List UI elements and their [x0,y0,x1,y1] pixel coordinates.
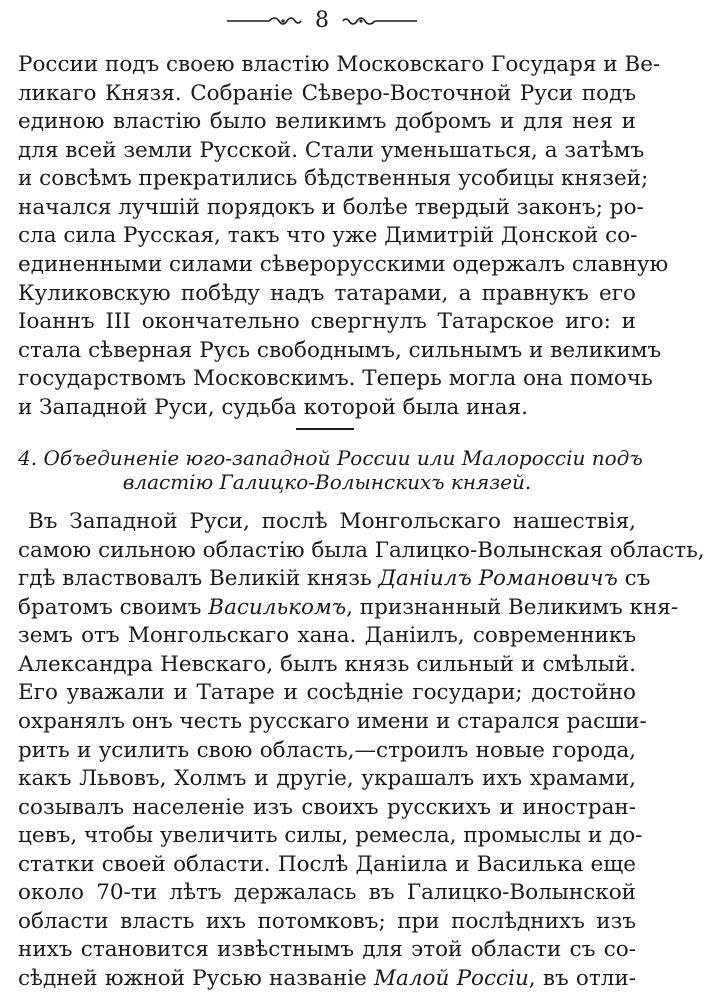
text-line: Его уважали и Татаре и сосѣдніе государи; достойно [18,680,636,706]
text-line: государствомъ Московскимъ. Теперь могла она помочь [18,366,653,392]
page-number: 8 [315,8,329,33]
text-line: Александра Невскаго, былъ князь сильный и смѣлый. [18,651,636,677]
text-line: начался лучшій порядокъ и болѣе твердый законъ; ро- [18,194,644,220]
text-line: рить и усилить свою область,—строилъ новые города, [18,737,636,763]
name-daniil: Даніилъ Романовичъ [378,566,618,592]
text-line: ликаго Князя. Собраніе Сѣверо-Восточной Руси подъ [18,80,636,106]
text-span: сѣдней южной Русью названіе [18,966,375,991]
section-heading-line1: 4. Объединеніе юго-западной России или Малороссіи подъ [18,445,643,470]
text-line: созывалъ населеніе изъ своихъ русскихъ и иностран- [18,794,636,820]
left-ornament-icon [225,14,305,28]
text-line: самою сильною областію была Галицко-Волынская область, [18,537,705,563]
text-line: единою властію было великимъ добромъ и для нея и [18,109,636,135]
text-span: гдѣ властвовалъ Великій князь [18,566,379,592]
text-line: Куликовскую побѣду надъ татарами, а правнукъ его [18,280,636,306]
text-line: Іоаннъ III окончательно свергнулъ Татарское иго: и [18,309,636,335]
text-line: России подъ своею властію Московскаго Государя и Ве- [18,52,661,77]
section-heading-line2: властію Галицко-Волынскихъ князей. [122,469,532,494]
text-line: охранялъ онъ честь русскаго имени и старался расши- [18,708,647,734]
text-span: съ [617,566,651,592]
text-line: земъ отъ Монгольскаго хана. Даніилъ, современникъ [18,623,636,649]
section-divider [296,428,354,430]
text-line: около 70-ти лѣтъ держалась въ Галицко-Волынской [18,880,636,906]
right-ornament-icon [339,14,419,28]
text-span: , признанный Великимъ кня- [346,594,679,620]
text-line: и Западной Руси, судьба которой была иная. [18,394,528,420]
text-line: и совсѣмъ прекратились бѣдственныя усобицы князей; [18,166,649,192]
text-span: , въ отли- [528,966,636,991]
text-line: Въ Западной Руси, послѣ Монгольскаго нашествія, [28,509,636,534]
text-line: нихъ становится извѣстнымъ для этой области съ со- [18,937,636,963]
text-line: единенными силами сѣверорусскими одержалъ славную [18,251,669,277]
text-line: для всей земли Русской. Стали уменьшаться, а затѣмъ [18,137,645,163]
text-line: сла сила Русская, такъ что уже Димитрій Донской со- [18,223,638,249]
text-line: стала сѣверная Русь свободнымъ, сильнымъ и великимъ [18,337,662,363]
text-line: цевъ, чтобы увеличить силы, ремесла, промыслы и до- [18,823,643,849]
text-span: братомъ своимъ [18,594,209,620]
text-line [18,962,636,995]
page-header [0,6,644,36]
text-line: статки своей области. Послѣ Даніила и Василька еще [18,851,636,877]
name-vasilko: Василькомъ [208,594,347,620]
term-malaya-rossiya: Малой Россіи [374,966,529,991]
text-line: области власть ихъ потомковъ; при послѣднихъ изъ [18,908,636,934]
text-line: какъ Львовъ, Холмъ и другіе, украшалъ ихъ храмами, [18,766,636,792]
